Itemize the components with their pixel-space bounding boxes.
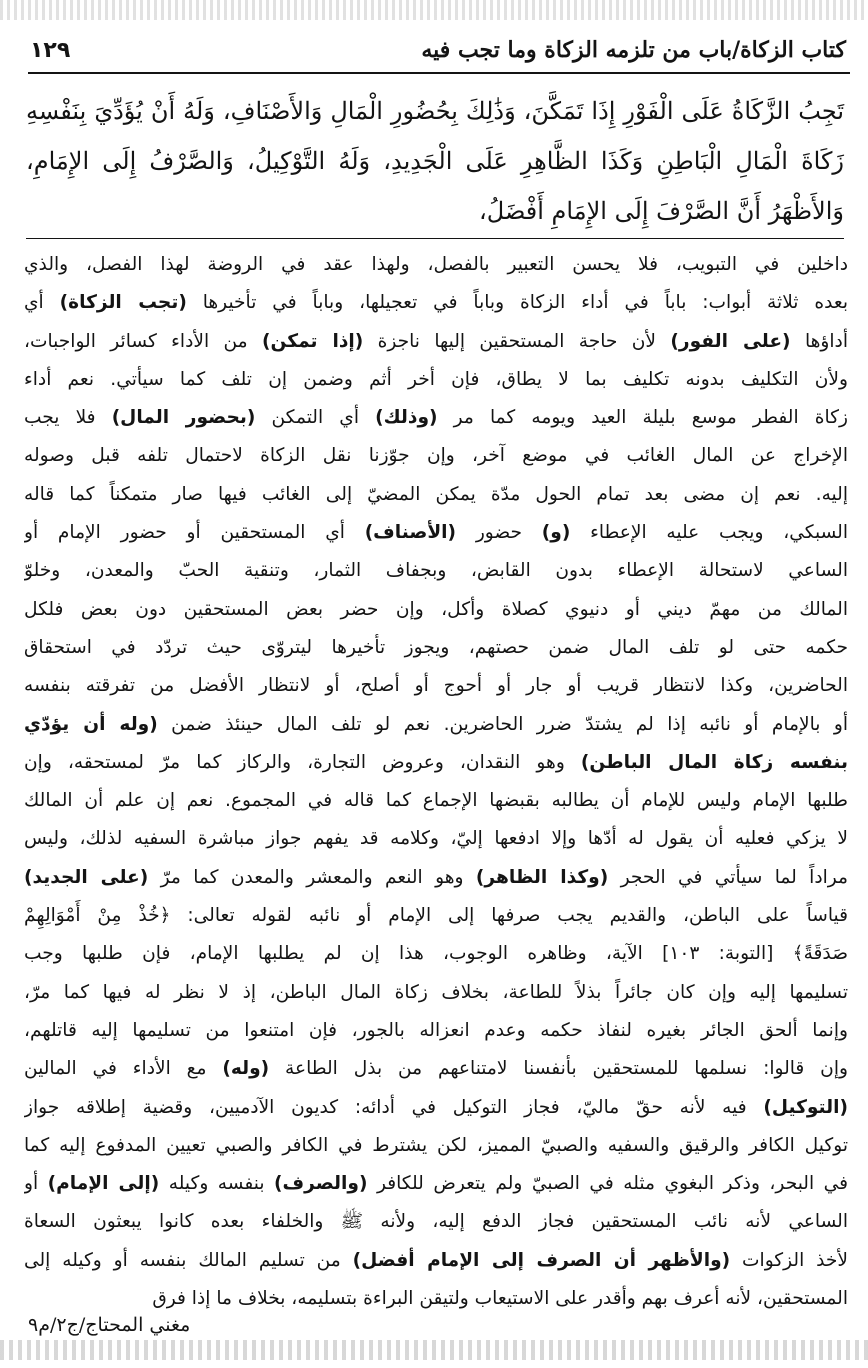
commentary-run: فيه لأنه حقّ ماليّ، فجاز التوكيل في أدائه: كديون الآدميين، وقضية إطلاقه جواز xyxy=(24,1096,764,1118)
running-title: كتاب الزكاة/باب من تلزمه الزكاة وما تجب فيه xyxy=(421,37,846,63)
commentary-line xyxy=(24,437,848,475)
matn-quote: (وكذا الظاهر) xyxy=(475,866,609,888)
page-number: ١٢٩ xyxy=(30,37,71,63)
matn-quote: (بحضور المال) xyxy=(111,407,256,429)
commentary-run: طلبها الإمام وليس للإمام أن يطالبه بقبضها الإجماع كما قاله في المجموع. نعم إن علم أن المالك xyxy=(24,790,848,812)
commentary-run: أو بالإمام أو نائبه إذا لم يشتدّ ضرر الحاضرين. نعم لو تلف المال حينئذ ضمن xyxy=(157,713,848,735)
commentary-run: تسليمها إليه وإن كان جائراً بذلاً للطاعة، بخلاف زكاة المال الباطن، إذ لا نظر له فيها كما مرّ، xyxy=(24,981,848,1003)
commentary-run: أداؤها xyxy=(790,330,848,352)
commentary-line xyxy=(24,706,848,744)
commentary-line xyxy=(24,629,848,667)
commentary-line xyxy=(24,552,848,590)
commentary-line xyxy=(24,1012,848,1050)
commentary-run: لأخذ الزكوات xyxy=(730,1249,848,1271)
commentary-run: الحاضرين، وكذا لانتظار قريب أو جار أو أحوج أو أصلح، أو لانتظار الأفضل من تفرقته بنفسه xyxy=(24,675,848,697)
matn-quote: (وذلك) xyxy=(375,407,438,429)
commentary-run: السبكي، ويجب عليه الإعطاء xyxy=(570,522,848,544)
commentary-run: ولأن التكليف بدونه تكليف بما لا يطاق، فإن أخر أثم وضمن إن تلف كما سيأتي. نعم أداء xyxy=(24,368,848,390)
commentary-line xyxy=(24,476,848,514)
matn-quote: (إلى الإمام) xyxy=(47,1173,160,1195)
commentary-run: الإخراج عن المال الغائب في موضع آخر، وإن جوّزنا نقل الزكاة لاحتمال تلفه قبل وصوله xyxy=(24,445,848,467)
matn-quote: (والأظهر أن الصرف إلى الإمام أفضل) xyxy=(352,1249,731,1271)
commentary-run: وإن قالوا: نسلمها للمستحقين بأنفسنا لامتناعهم من بذل الطاعة xyxy=(269,1058,848,1080)
commentary-run: في البحر، وذكر البغوي مثله في الصبيّ ولم يتعرض للكافر xyxy=(367,1173,848,1195)
commentary-line xyxy=(24,782,848,820)
commentary-run: لأن حاجة المستحقين إليها ناجزة xyxy=(363,330,671,352)
commentary-run: من تسليم المالك بنفسه أو وكيله إلى xyxy=(24,1249,353,1271)
commentary-run: أي التمكن xyxy=(255,407,376,429)
commentary-line xyxy=(24,1050,848,1088)
commentary-line xyxy=(24,1089,848,1127)
commentary-run: صَدَقَةً﴾ [التوبة: ١٠٣] الآية، وظاهره الوجوب، هذا إن لم يطلبها الإمام، فإن طلبها وجب xyxy=(24,943,848,965)
commentary-run: أو xyxy=(24,1173,48,1195)
commentary-run: فلا يجب xyxy=(24,407,112,429)
matn-quote: (و) xyxy=(541,522,571,544)
commentary-line xyxy=(24,1280,848,1318)
commentary-line xyxy=(24,591,848,629)
commentary-line xyxy=(24,246,848,284)
matn-quote: (التوكيل) xyxy=(763,1096,848,1118)
commentary-run: أي xyxy=(24,292,60,314)
commentary-run: داخلين في التبويب، فلا يحسن التعبير بالفصل، ولهذا عقد في الروضة لهذا الفصل، والذي xyxy=(24,254,848,275)
matn-quote: (تجب الزكاة) xyxy=(59,292,187,314)
commentary-run: إليه. نعم إن مضى بعد تمام الحول مدّة يمكن المضيّ إلى الغائب فيها صار متمكناً كما قاله xyxy=(24,483,848,505)
commentary-run: وهو النقدان، وعروض التجارة، والركاز كما مرّ لمستحقه، وإن xyxy=(24,751,581,773)
commentary-line xyxy=(24,514,848,552)
commentary-run: قياساً على الباطن، والقديم يجب صرفها إلى الإمام أو نائبه لقوله تعالى: ﴿خُذْ مِنْ أَمْوَالِهِمْ xyxy=(24,905,848,927)
header-rule xyxy=(28,72,850,74)
commentary-line xyxy=(24,284,848,322)
commentary-line xyxy=(24,399,848,437)
commentary-run: حكمه حتى لو تلف المال ضمن حصتهم، ويجوز تأخيرها ليتروّى حيث تردّد في استحقاق xyxy=(24,636,848,658)
commentary-run: المالك من مهمّ ديني أو دنيوي كصلاة وأكل، وإن حضر بعض المستحقين دون بعض فلكل xyxy=(24,598,848,620)
commentary-line xyxy=(24,1203,848,1241)
commentary-line xyxy=(24,323,848,361)
matn-quote: (الأصناف) xyxy=(364,522,457,544)
commentary-run: توكيل الكافر والرقيق والسفيه والصبيّ المميز، لكن يشترط في الكافر والصبي تعيين المدفوع إليه كما xyxy=(24,1134,848,1156)
scan-edge-pattern-bottom xyxy=(0,1340,868,1360)
commentary-run: الساعي لأنه نائب المستحقين فجاز الدفع إليه، ولأنه ﷺ والخلفاء بعده كانوا يبعثون السعاة xyxy=(24,1211,848,1233)
matn-quote: (وله) xyxy=(222,1058,270,1080)
commentary-run: لا يزكي فعليه أن يقول له أدّها وإلا ادفعها إليّ، وكلامه قد يفهم جواز مباشرة السفيه لذلك، وليس xyxy=(24,828,848,850)
commentary-line xyxy=(24,974,848,1012)
commentary-run: أي المستحقين أو حضور الإمام أو xyxy=(24,522,365,544)
commentary-run: وإنما ألحق الجائر بغيره لنفاذ حكمه وعدم انعزاله بالجور، فإن امتنعوا من تسليمها إليه قاتلهم، xyxy=(24,1019,848,1041)
matn-text: تَجِبُ الزَّكَاةُ عَلَى الْفَوْرِ إِذَا تَمَكَّنَ، وَذَٰلِكَ بِحُضُورِ الْمَالِ وَالأَصْنَافِ، وَلَهُ أَنْ يُؤَدِّيَ بِنَفْسِهِ زَكَاةَ الْمَالِ الْبَاطِنِ وَكَذَا الظَّاهِرِ عَلَى الْجَدِيدِ، وَلَهُ التَّوْكِيلُ، وَالصَّرْفُ إِلَى الإِمَامِ، وَالأَظْهَرُ أَنَّ الصَّرْفَ إِلَى الإِمَامِ أَفْضَلُ، xyxy=(26,97,845,225)
commentary-line xyxy=(24,820,848,858)
commentary-line xyxy=(24,361,848,399)
matn-quote: (وله أن يؤدّي xyxy=(24,713,158,735)
matn-separator-rule xyxy=(26,238,844,239)
commentary-run: حضور xyxy=(456,522,542,544)
commentary-line xyxy=(24,1165,848,1203)
matn-quote: (على الجديد) xyxy=(24,866,149,888)
commentary-line xyxy=(24,1242,848,1280)
commentary-line xyxy=(24,859,848,897)
commentary-run: من الأداء كسائر الواجبات، xyxy=(24,330,263,352)
commentary-run: مراداً لما سيأتي في الحجر xyxy=(608,866,848,888)
matn-quote: (إذا تمكن) xyxy=(262,330,364,352)
commentary-line xyxy=(24,744,848,782)
commentary-run: زكاة الفطر موسع بليلة العيد ويومه كما مر xyxy=(437,407,848,429)
page-footer xyxy=(0,1314,868,1368)
commentary-run: مع الأداء في المالين xyxy=(24,1058,223,1080)
commentary-run: الساعي لاستحالة الإعطاء بدون القابض، وبجفاف الثمار، وتنقية الحبّ والمعدن، وخلوّ xyxy=(24,560,848,582)
matn-quote: بنفسه زكاة المال الباطن) xyxy=(580,751,848,773)
commentary-text xyxy=(24,246,848,1318)
matn-quote: (على الفور) xyxy=(670,330,791,352)
page-header xyxy=(30,30,846,70)
matn-quote: (والصرف) xyxy=(274,1173,368,1195)
commentary-run: المستحقين، لأنه أعرف بهم وأقدر على الاستيعاب ولتيقن البراءة بتسليمه، بخلاف ما إذا فرق xyxy=(152,1288,848,1310)
commentary-run: بنفسه وكيله xyxy=(159,1173,275,1195)
commentary-line xyxy=(24,667,848,705)
commentary-run: وهو النعم والمعشر والمعدن كما مرّ xyxy=(148,866,476,888)
commentary-line xyxy=(24,935,848,973)
printer-signature: مغني المحتاج/ج٢/م٩ xyxy=(22,1314,196,1336)
commentary-line xyxy=(24,897,848,935)
scan-edge-pattern xyxy=(0,0,868,20)
commentary-line xyxy=(24,1127,848,1165)
commentary-run: بعده ثلاثة أبواب: باباً في أداء الزكاة وباباً في تعجيلها، وباباً في تأخيرها xyxy=(186,292,848,314)
